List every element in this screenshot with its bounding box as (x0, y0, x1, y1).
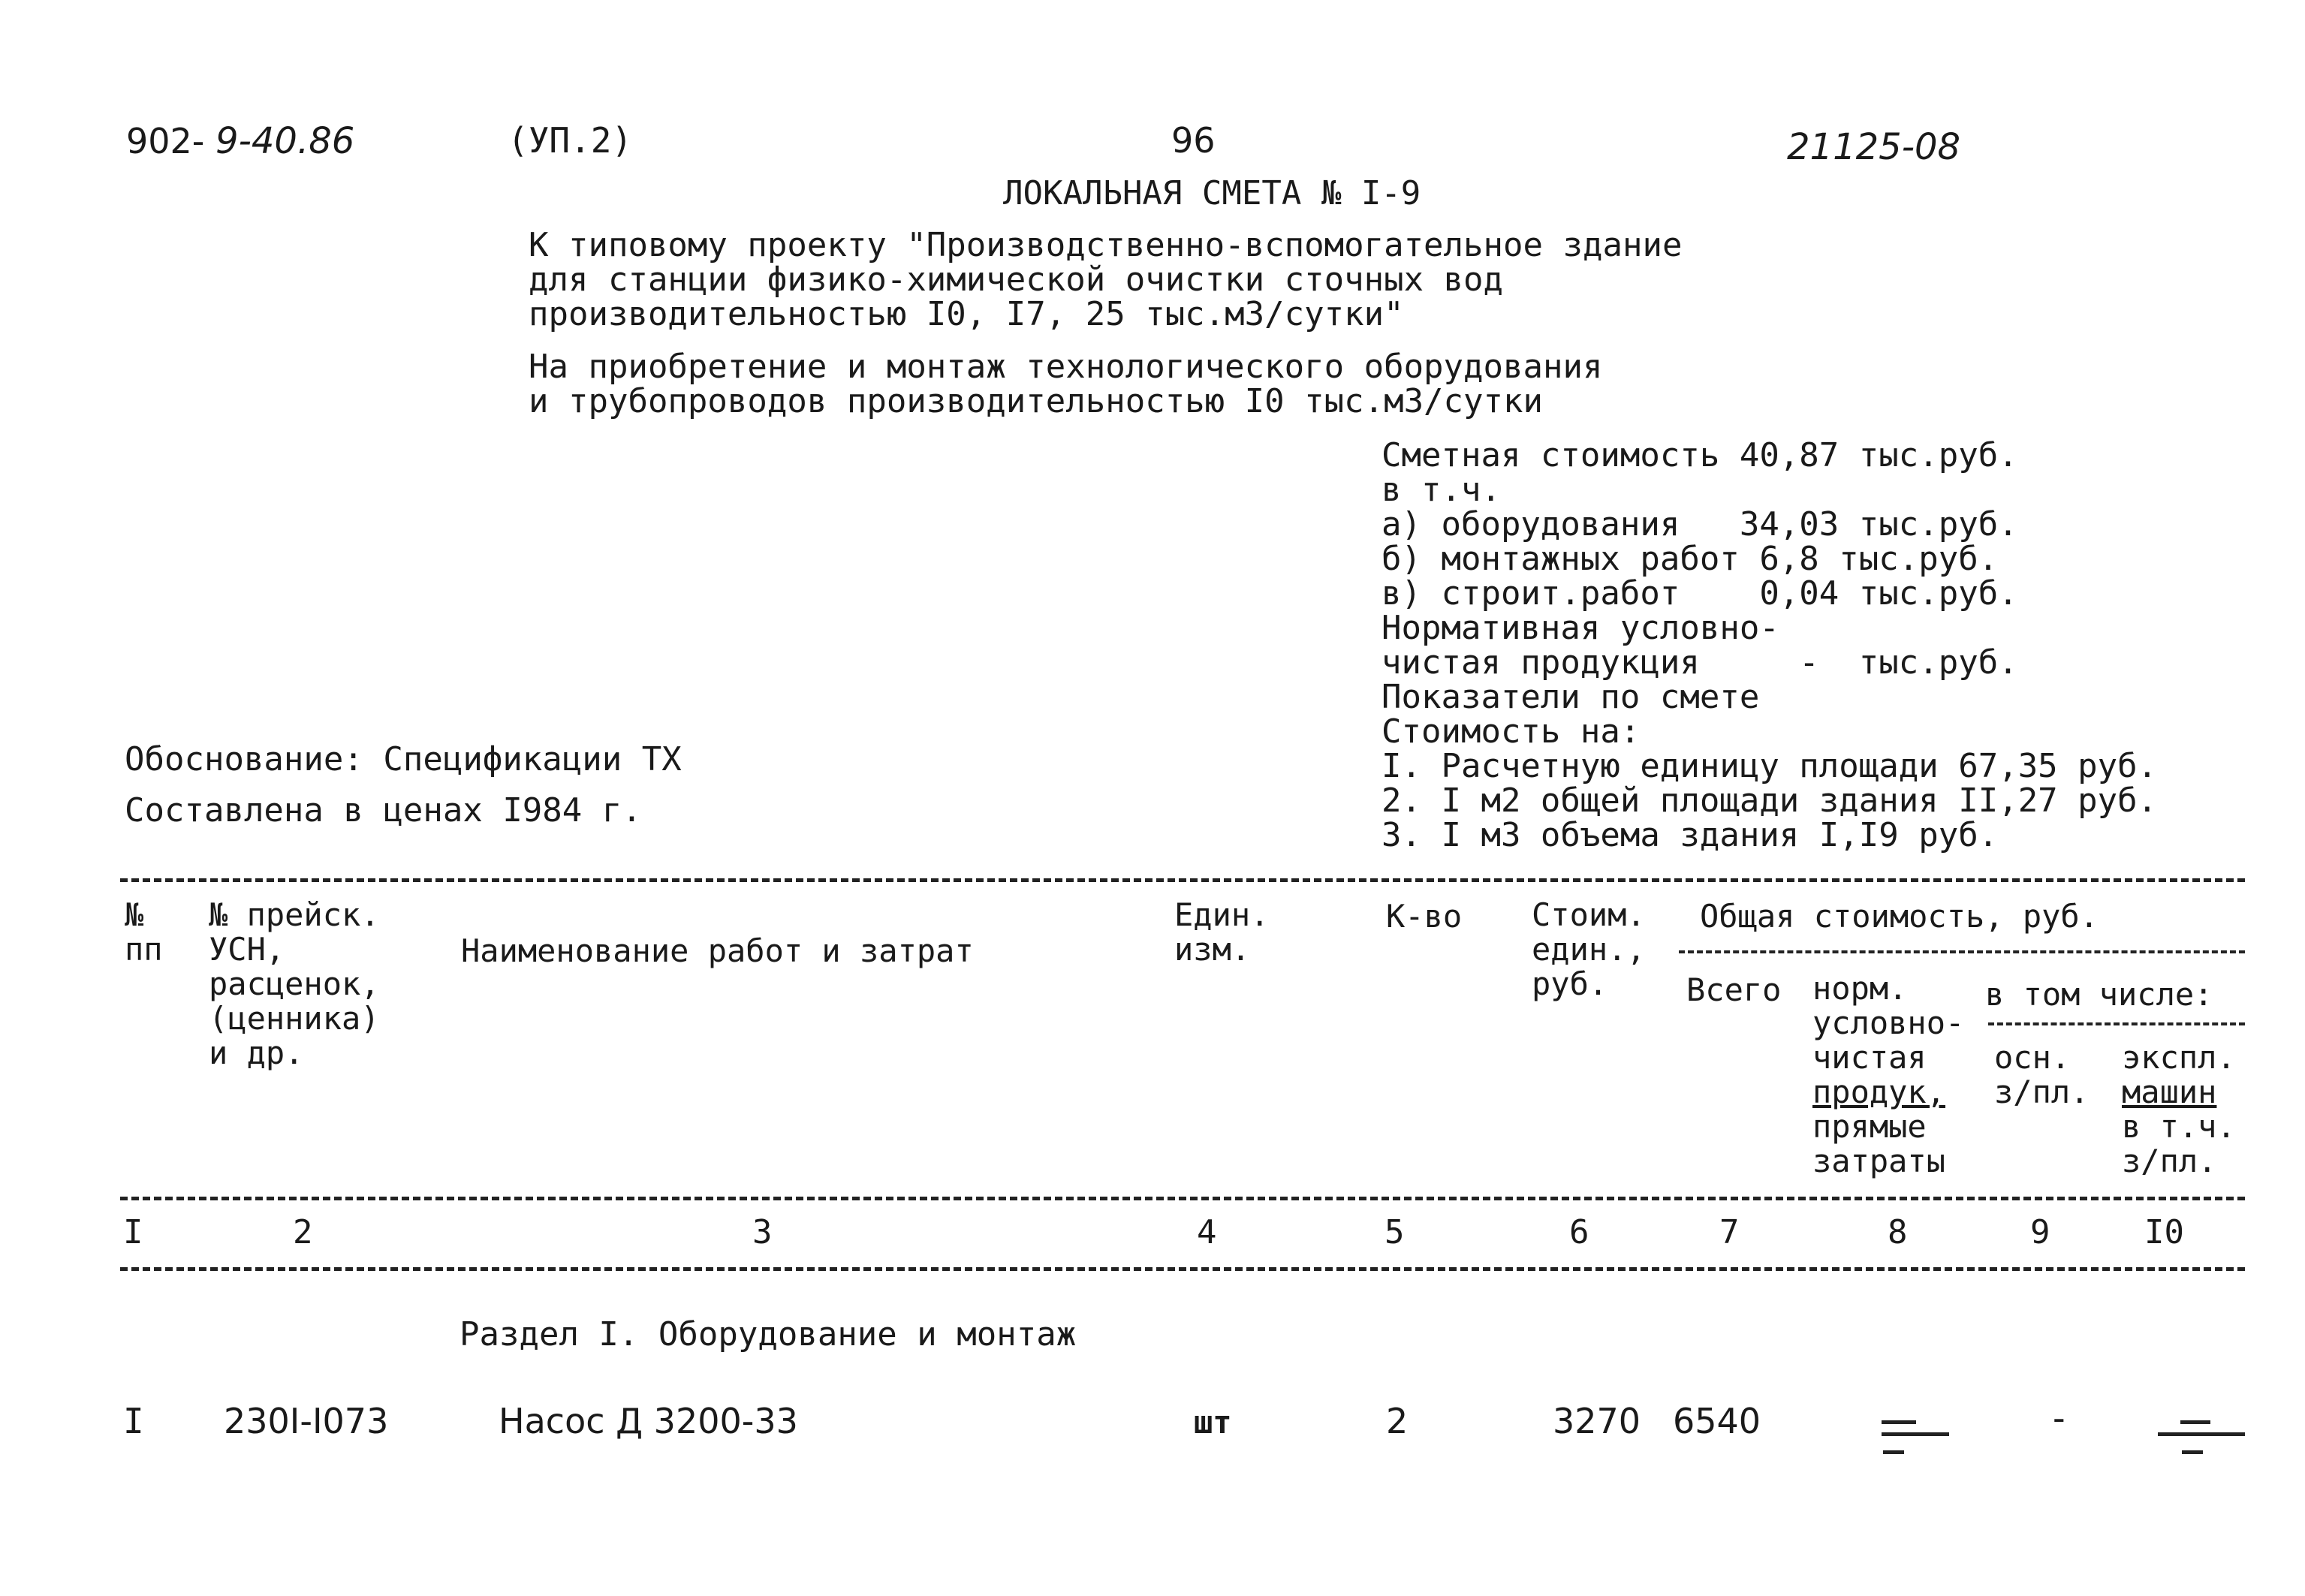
header-col-8-line: прямые (1812, 1108, 1927, 1145)
cost-summary (1381, 438, 2157, 853)
dash-mark (1882, 1420, 1916, 1424)
inventory-number: 21125-08 (1787, 126, 1961, 168)
header-col-4-line: изм. (1174, 931, 1251, 968)
page-number: 96 (1171, 120, 1216, 161)
header-col-9-line: з/пл. (1994, 1074, 2090, 1110)
row-number: I (123, 1401, 144, 1441)
header-col-2-line: № прейск. (209, 896, 380, 933)
header-col-1-line: пп (125, 931, 163, 968)
document-title: ЛОКАЛЬНАЯ СМЕТА № I-9 (1003, 174, 1421, 212)
header-col-4 (1174, 898, 1269, 967)
album-number: (УП.2) (508, 120, 633, 161)
dash-mark (1883, 1450, 1904, 1454)
header-col-4-line: Един. (1174, 896, 1270, 933)
row-salary: - (2053, 1398, 2065, 1438)
project-description (529, 228, 1682, 332)
header-col-2 (209, 898, 380, 1071)
header-col-8-line: чистая (1812, 1039, 1927, 1076)
header-col-10-line: в т.ч. (2122, 1108, 2236, 1145)
header-col-2-line: УСН, (209, 931, 285, 968)
header-incl-group: в том числе: (1985, 976, 2213, 1013)
column-numbers-bottom-rule (120, 1267, 2245, 1271)
header-col-9-line: осн. (1994, 1039, 2071, 1076)
header-col-6 (1532, 898, 1646, 1001)
row-total-cost: 6540 (1673, 1401, 1761, 1441)
table-top-rule (120, 878, 2245, 882)
header-col-8-line: норм. (1812, 970, 1908, 1007)
header-col-7: Всего (1686, 971, 1782, 1008)
column-number: 7 (1719, 1213, 1740, 1251)
section-title: Раздел I. Оборудование и монтаж (459, 1315, 1077, 1354)
header-col-2-line: и др. (209, 1034, 304, 1071)
cost-summary-line: I. Расчетную единицу площади 67,35 руб. (1381, 747, 2158, 785)
dash-mark (2182, 1450, 2203, 1454)
row-price-code: 230I-I073 (224, 1401, 389, 1441)
purpose-line: и трубопроводов производительностью I0 тыс.м3/сутки (529, 382, 1544, 420)
cost-summary-line: Нормативная условно- (1381, 609, 1779, 647)
column-number: I0 (2144, 1213, 2184, 1251)
header-total-group-rule (1679, 950, 2245, 953)
header-col-6-line: руб. (1532, 965, 1608, 1002)
header-col-9 (1994, 1040, 2089, 1110)
column-number: 4 (1197, 1213, 1217, 1251)
column-number: 3 (752, 1213, 773, 1251)
header-bottom-rule (120, 1197, 2245, 1200)
dash-mark (2180, 1420, 2210, 1424)
cost-summary-line: в т.ч. (1381, 471, 1501, 509)
header-col-8 (1812, 971, 1964, 1179)
header-col-6-line: Стоим. (1532, 896, 1646, 933)
cost-summary-line: Сметная стоимость 40,87 тыс.руб. (1381, 436, 2018, 474)
cost-summary-line: б) монтажных работ 6,8 тыс.руб. (1381, 540, 1999, 578)
dash-mark (2158, 1432, 2245, 1436)
header-total-group: Общая стоимость, руб. (1700, 898, 2099, 935)
cost-summary-line: 3. I м3 объема здания I,I9 руб. (1381, 816, 1999, 854)
estimate-purpose (529, 350, 1602, 419)
column-number: 2 (293, 1213, 313, 1251)
row-item-name: Насос Д 3200-33 (499, 1401, 798, 1441)
cost-summary-line: Показатели по смете (1381, 678, 1760, 716)
header-col-2-line: (ценника) (209, 1000, 380, 1037)
column-number: 5 (1385, 1213, 1405, 1251)
column-number: 8 (1888, 1213, 1908, 1251)
column-number: 6 (1569, 1213, 1589, 1251)
project-code-print: 902- (126, 121, 205, 161)
header-col-10-line: машин (2122, 1074, 2217, 1110)
project-description-line: производительностью I0, I7, 25 тыс.м3/сутки" (529, 295, 1404, 333)
header-col-8-line: условно- (1812, 1004, 1965, 1041)
project-description-line: для станции физико-химической очистки сточных вод (529, 260, 1504, 299)
cost-summary-line: а) оборудования 34,03 тыс.руб. (1381, 505, 2018, 544)
header-incl-group-rule (1988, 1022, 2245, 1025)
project-code (126, 120, 354, 162)
dash-mark (1882, 1432, 1949, 1436)
row-unit: шт (1194, 1404, 1232, 1441)
header-col-8-line: затраты (1812, 1143, 1946, 1179)
cost-summary-line: Стоимость на: (1381, 712, 1641, 751)
header-col-10-line: экспл. (2122, 1039, 2236, 1076)
project-description-line: К типовому проекту "Производственно-вспомогательное здание (529, 226, 1683, 264)
cost-summary-line: в) строит.работ 0,04 тыс.руб. (1381, 574, 2018, 613)
header-col-8-line: продук, (1812, 1074, 1946, 1110)
column-number: I (123, 1213, 143, 1251)
header-col-1 (125, 898, 163, 967)
header-col-1-line: № (125, 896, 144, 933)
header-col-2-line: расценок, (209, 965, 380, 1002)
purpose-line: На приобретение и монтаж технологического оборудования (529, 348, 1603, 386)
header-col-3: Наименование работ и затрат (461, 932, 974, 969)
cost-summary-line: чистая продукция - тыс.руб. (1381, 643, 2018, 682)
header-col-6-line: един., (1532, 931, 1646, 968)
header-col-5: К-во (1386, 898, 1463, 935)
header-col-10-line: з/пл. (2122, 1143, 2217, 1179)
row-quantity: 2 (1386, 1401, 1409, 1441)
basis: Обоснование: Спецификации ТХ (125, 740, 682, 778)
header-col-10 (2122, 1040, 2236, 1179)
row-unit-cost: 3270 (1553, 1401, 1641, 1441)
cost-summary-line: 2. I м2 общей площади здания II,27 руб. (1381, 781, 2158, 820)
column-number: 9 (2030, 1213, 2050, 1251)
prices-year: Составлена в ценах I984 г. (125, 791, 642, 830)
project-code-handwritten: 9-40.86 (215, 120, 355, 162)
